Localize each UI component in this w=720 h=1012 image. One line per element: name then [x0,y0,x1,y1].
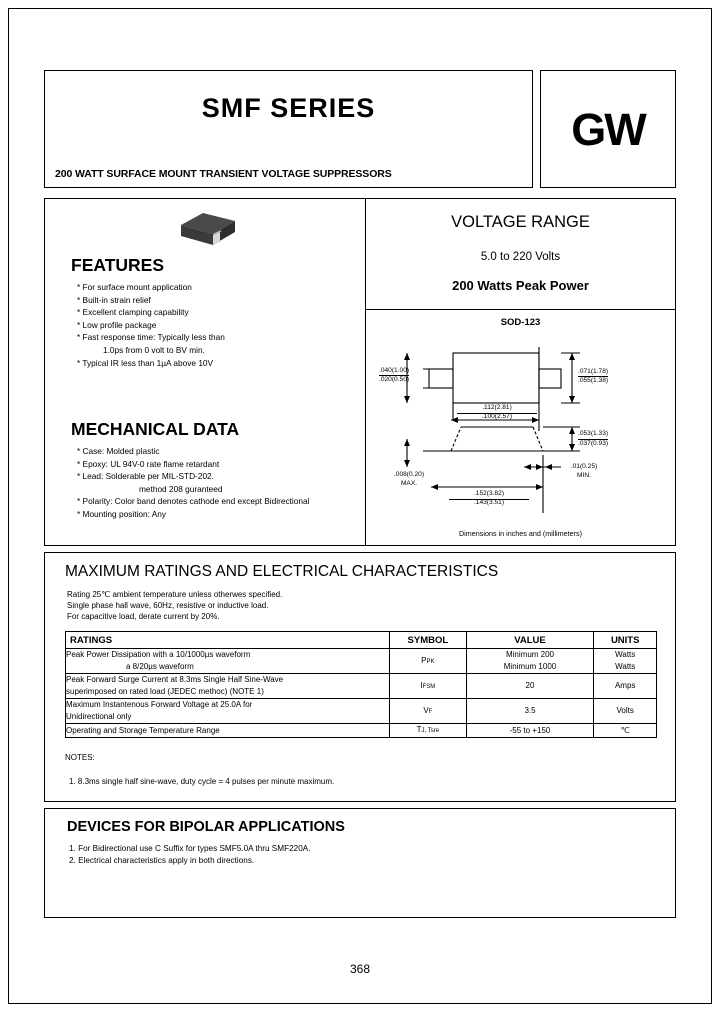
logo-box [540,70,676,188]
voltage-range-value: 5.0 to 220 Volts [480,251,561,263]
dim-body-length-max: .152(3.82) [449,490,529,500]
list-item: 1. For Bidirectional use C Suffix for types SMF5.0A thru SMF220A. [69,844,311,853]
symbol-subscript: FSM [422,683,436,690]
condition-line: Rating 25℃ ambient temperature unless otherwes specified. [67,590,283,599]
list-item: * Epoxy: UL 94V-0 rate flame retardant [77,458,220,469]
dimensions-note: Dimensions in inches and (millimeters) [458,529,583,538]
dim-lead-length: .01(0.25) [570,463,598,470]
list-item: * Case: Molded plastic [77,446,160,456]
dim-thickness-min: .037(0.93) [578,440,609,447]
dim-left-height-min: .020(0.50) [379,376,410,383]
notes-heading: NOTES: [65,753,95,762]
list-item: * For surface mount application [77,282,192,292]
value-line-2: Minimum 1000 [503,662,557,671]
condition-line: Single phase hall wave, 60Hz, resistive or inductive load. [67,601,269,610]
cell-rating [66,674,390,699]
cell-value: 20 [466,674,594,699]
rating-line-1: Peak Power Dissipation with a 10/1000µs waveform [66,650,251,659]
features-list [77,281,225,369]
table-header-row [66,632,657,649]
table-row [66,724,657,738]
package-3d-icon [173,207,243,253]
dim-right-height-max: .071(1.78) [578,368,609,375]
symbol-subscript: PK [426,658,435,665]
column-header-symbol: SYMBOL [390,632,467,649]
ratings-conditions [67,589,282,622]
cell-symbol [390,674,467,699]
column-header-value: VALUE [466,632,594,649]
cell-rating [66,649,390,674]
cell-rating [66,699,390,724]
package-drawing [365,327,676,532]
dim-length-max: .112(2.81) [457,404,537,414]
list-item: * Fast response time: Typically less than [77,332,225,343]
cell-symbol [390,649,467,674]
cell-units: ℃ [594,724,657,738]
list-item: * Low profile package [77,319,157,330]
list-item: * Polarity: Color band denotes cathode end except Bidirectional [77,496,310,507]
package-name: SOD-123 [500,317,541,328]
table-row [66,674,657,699]
bipolar-list [69,843,310,867]
page-title: SMF SERIES [201,93,376,123]
cell-symbol [390,699,467,724]
cell-units: Volts [594,699,657,724]
middle-panel [44,198,676,546]
list-item: * Built-in strain relief [77,294,151,305]
condition-line: For capacitive load, derate current by 20%. [67,612,220,621]
list-item: * Mounting position: Any [77,508,167,519]
cell-units [594,649,657,674]
list-item: * Excellent clamping capability [77,307,189,318]
symbol-subscript: J, Tsre [421,728,440,734]
header-subtitle: 200 WATT SURFACE MOUNT TRANSIENT VOLTAGE SUPPRESSORS [55,168,392,180]
ratings-table [65,631,657,738]
dim-thickness-max: .053(1.33) [578,430,609,437]
cell-units: Amps [594,674,657,699]
mechanical-data-list [77,445,309,521]
gw-logo-icon: GW [571,103,645,155]
voltage-range-heading: VOLTAGE RANGE [451,213,590,231]
table-row [66,699,657,724]
rating-line-2: superimposed on rated load (JEDEC methoc) (NOTE 1) [66,687,264,696]
column-header-ratings: RATINGS [66,632,390,649]
dim-standoff-label: MAX. [400,480,418,487]
list-item: * Lead: Solderable per MIL-STD-202. [77,471,214,482]
ratings-panel [44,552,676,802]
cell-rating: Operating and Storage Temperature Range [66,724,390,738]
rating-line-1: Maximum Instantenous Forward Voltage at 25.0A for [66,700,253,709]
dim-right-height-min: .055(1.38) [578,377,609,384]
symbol-main: P [421,655,427,665]
voltage-range-divider [365,309,676,310]
mechanical-data-heading: MECHANICAL DATA [71,419,240,439]
table-row [66,649,657,674]
page-number: 368 [349,962,371,976]
value-line-1: Minimum 200 [505,650,554,659]
units-line-1: Watts [615,650,636,659]
units-line-2: Watts [615,662,636,671]
ratings-heading: MAXIMUM RATINGS AND ELECTRICAL CHARACTERISTICS [65,563,499,580]
dim-body-length-min: .143(3.51) [473,499,505,506]
note-item: 1. 8.3ms single half sine-wave, duty cycle = 4 pulses per minute maximum. [69,777,335,786]
symbol-main: T [416,725,422,734]
bipolar-panel [44,808,676,918]
column-header-units: UNITS [594,632,657,649]
cell-value: -55 to +150 [466,724,594,738]
header [44,70,676,188]
header-title-box [44,70,533,188]
rating-line-2: Unidirectional only [66,712,132,721]
bipolar-heading: DEVICES FOR BIPOLAR APPLICATIONS [67,819,345,835]
symbol-subscript: F [428,708,433,715]
rating-line-1: Peak Forward Surge Current at 8.3ms Single Half Sine-Wave [66,675,284,684]
dim-length-min: .100(2.57) [481,413,513,420]
list-item: * Typical IR less than 1µA above 10V [77,357,214,368]
features-heading: FEATURES [71,255,165,275]
list-item: 2. Electrical characteristics apply in both directions. [69,856,255,865]
list-item: 1.0ps from 0 volt to BV min. [103,344,205,355]
dim-standoff: .008(0.20) [393,471,425,478]
dim-lead-length-label: MIN. [577,472,591,479]
symbol-main: V [423,705,429,715]
symbol-main: I [420,680,423,690]
cell-symbol [390,724,467,738]
peak-power-value: 200 Watts Peak Power [452,278,589,293]
list-item: method 208 guranteed [139,483,223,494]
cell-value: 3.5 [466,699,594,724]
dim-left-height-max: .040(1.00) [379,367,410,374]
cell-value [466,649,594,674]
rating-line-2: a 8/20µs waveform [126,662,194,671]
